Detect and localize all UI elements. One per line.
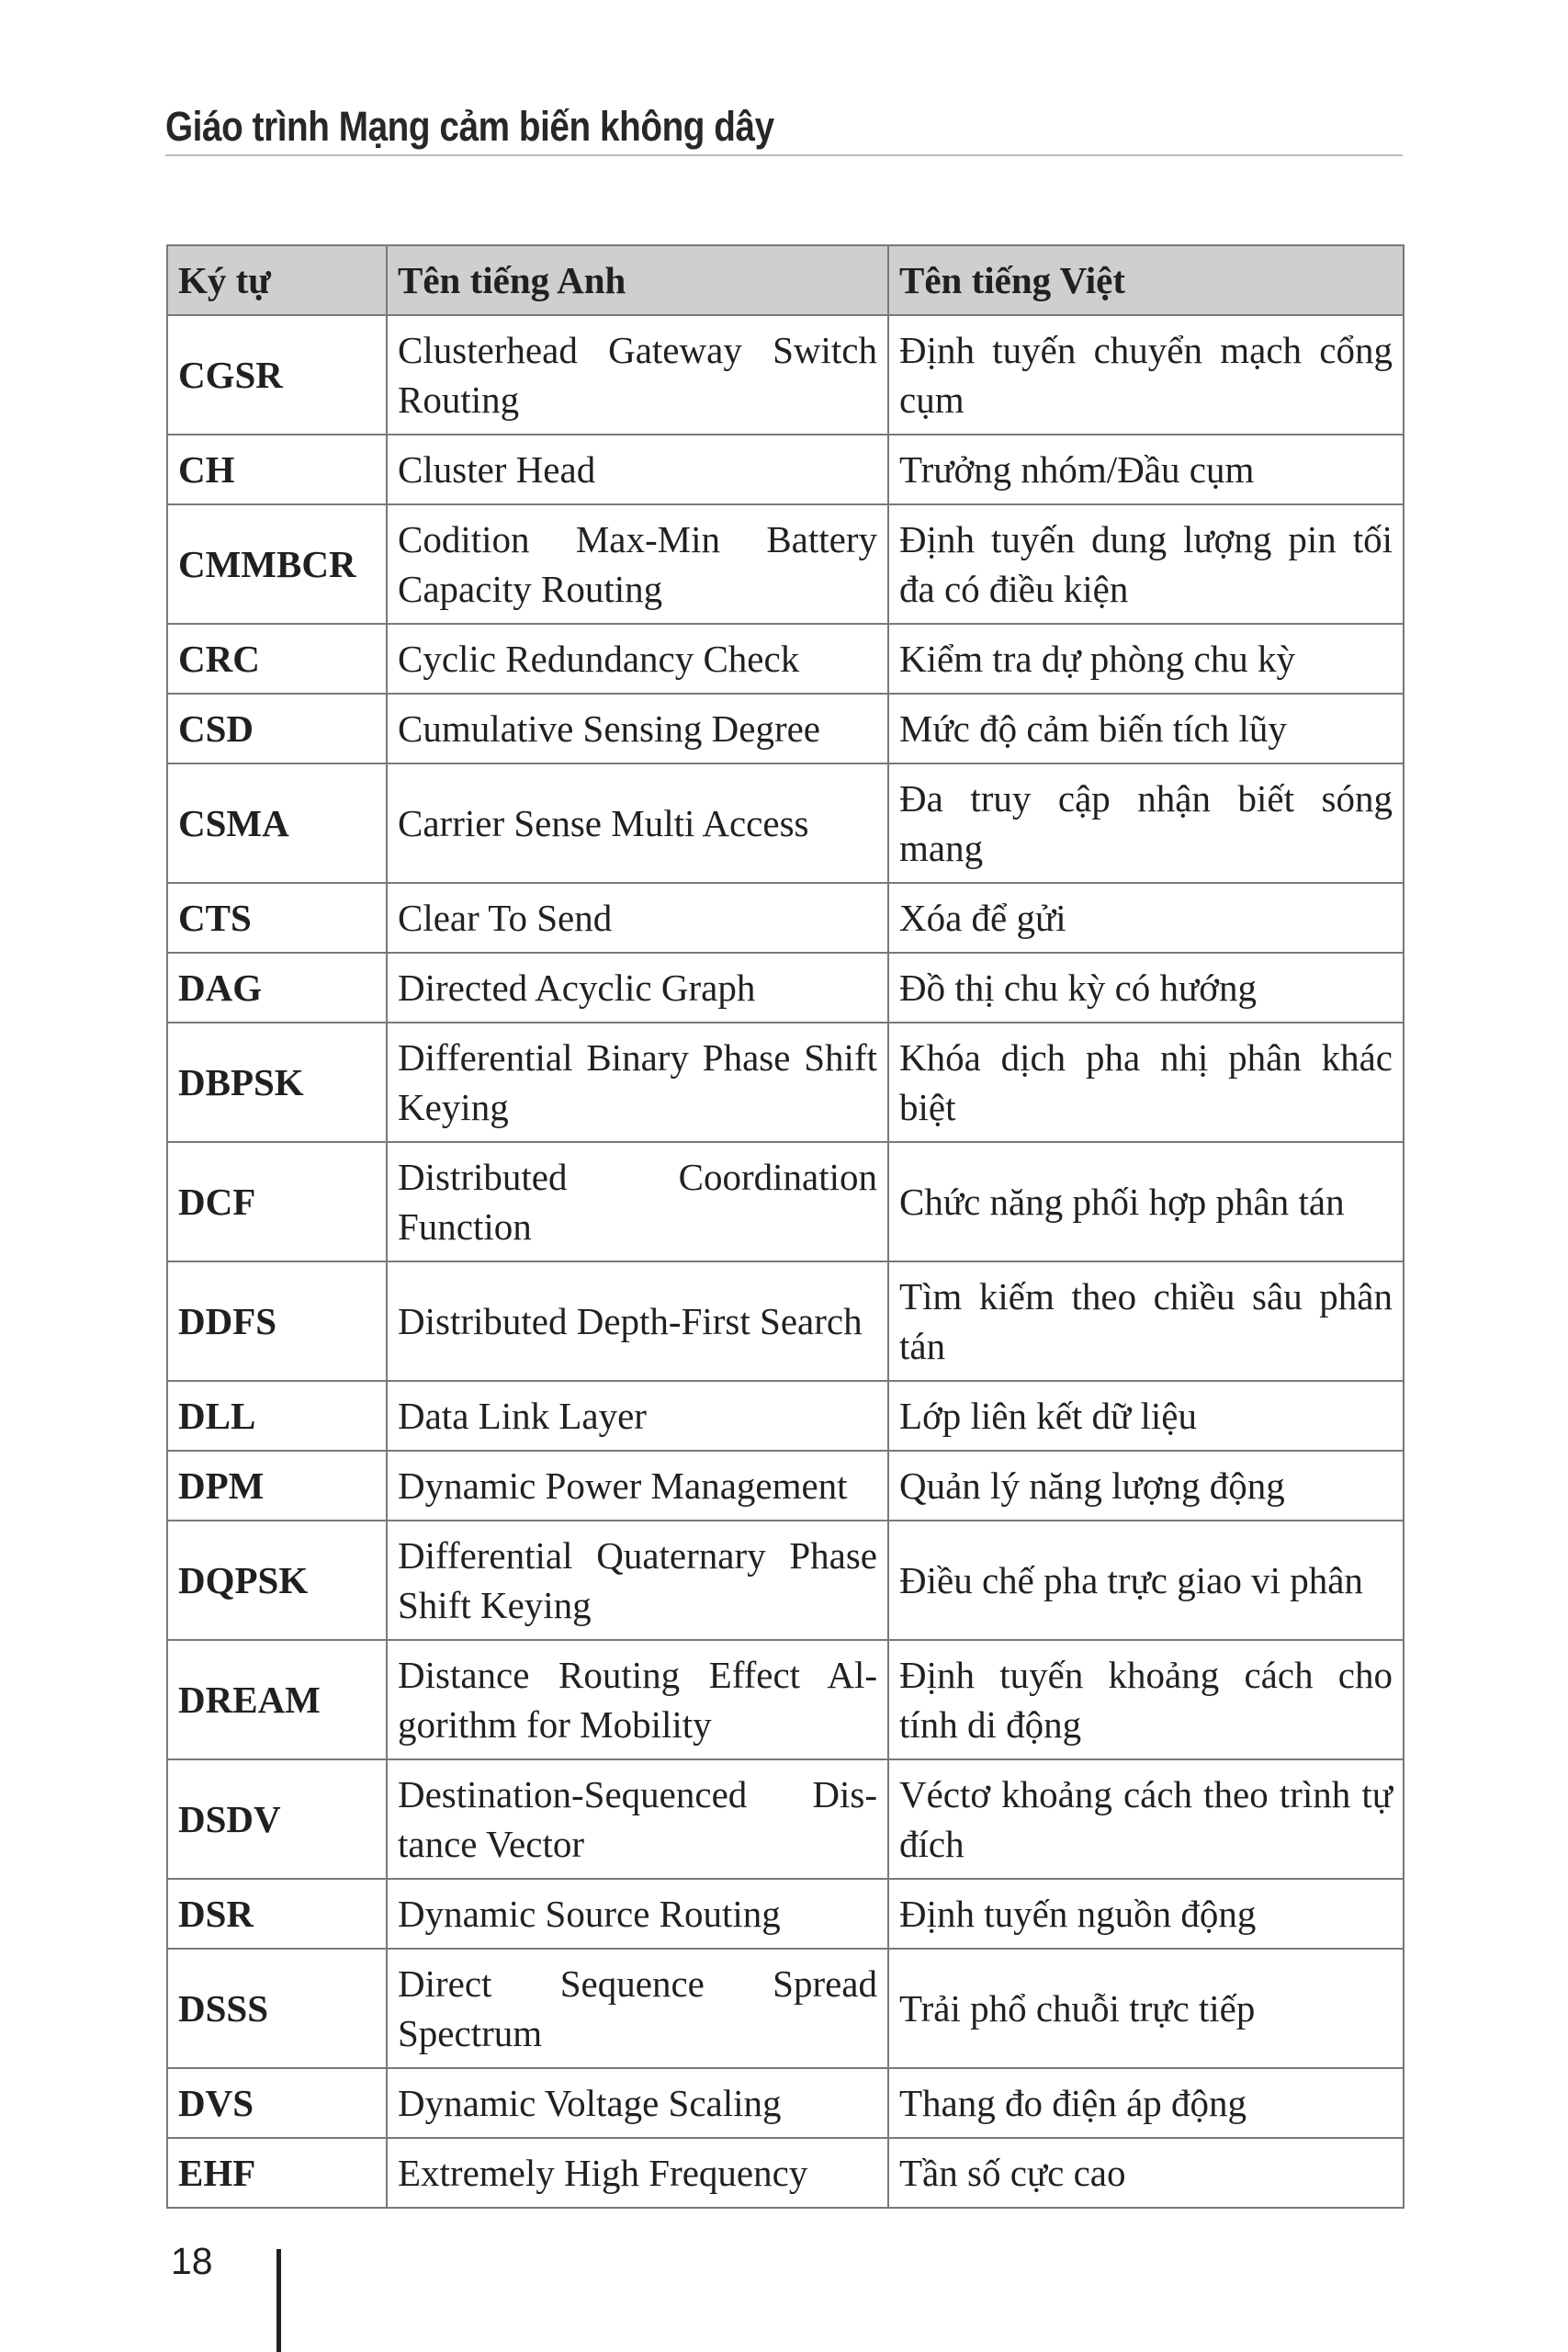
abbreviation-cell: CGSR xyxy=(167,315,387,435)
table-row xyxy=(167,315,1404,435)
running-header: Giáo trình Mạng cảm biến không dây xyxy=(165,103,774,150)
abbreviation-cell: DCF xyxy=(167,1142,387,1261)
vietnamese-name-cell: Kiểm tra dự phòng chu kỳ xyxy=(888,624,1404,694)
vietnamese-name-cell: Thang đo điện áp động xyxy=(888,2068,1404,2138)
table-row xyxy=(167,763,1404,883)
vietnamese-name-cell: Đồ thị chu kỳ có hướng xyxy=(888,953,1404,1023)
table-row xyxy=(167,624,1404,694)
vietnamese-name-cell: Định tuyến dung lượng pin tối đa có điều kiện xyxy=(888,504,1404,624)
footer-divider xyxy=(276,2249,281,2352)
english-name-cell: Differential Quaternary Phase Shift Keying xyxy=(387,1521,888,1640)
vietnamese-name-cell: Đa truy cập nhận biết sóng mang xyxy=(888,763,1404,883)
abbreviation-cell: CSD xyxy=(167,694,387,763)
english-name-cell: Extremely High Frequency xyxy=(387,2138,888,2208)
header-symbol: Ký tự xyxy=(167,245,387,315)
vietnamese-name-cell: Tần số cực cao xyxy=(888,2138,1404,2208)
page-number: 18 xyxy=(171,2240,213,2282)
table-row xyxy=(167,883,1404,953)
table-row xyxy=(167,1451,1404,1521)
abbreviation-cell: DDFS xyxy=(167,1261,387,1381)
vietnamese-name-cell: Trải phổ chuỗi trực tiếp xyxy=(888,1949,1404,2068)
vietnamese-name-cell: Mức độ cảm biến tích lũy xyxy=(888,694,1404,763)
table-row xyxy=(167,1759,1404,1879)
english-name-cell: Clear To Send xyxy=(387,883,888,953)
header-rule xyxy=(165,154,1403,156)
vietnamese-name-cell: Trưởng nhóm/Đầu cụm xyxy=(888,435,1404,504)
abbreviation-cell: DVS xyxy=(167,2068,387,2138)
table-row xyxy=(167,2068,1404,2138)
table-body xyxy=(167,315,1404,2208)
english-name-cell: Dynamic Voltage Scaling xyxy=(387,2068,888,2138)
table-row xyxy=(167,1381,1404,1451)
abbreviation-cell: CH xyxy=(167,435,387,504)
abbreviation-cell: DSSS xyxy=(167,1949,387,2068)
abbreviation-cell: DLL xyxy=(167,1381,387,1451)
table-row xyxy=(167,1640,1404,1759)
abbreviation-cell: DSR xyxy=(167,1879,387,1949)
vietnamese-name-cell: Định tuyến khoảng cách cho tính di động xyxy=(888,1640,1404,1759)
english-name-cell: Destination-Sequenced Dis-tance Vector xyxy=(387,1759,888,1879)
table-row xyxy=(167,435,1404,504)
vietnamese-name-cell: Tìm kiếm theo chiều sâu phân tán xyxy=(888,1261,1404,1381)
vietnamese-name-cell: Chức năng phối hợp phân tán xyxy=(888,1142,1404,1261)
abbreviation-cell: DQPSK xyxy=(167,1521,387,1640)
abbreviation-cell: DPM xyxy=(167,1451,387,1521)
english-name-cell: Codition Max-Min Battery Capacity Routing xyxy=(387,504,888,624)
abbreviation-cell: CMMBCR xyxy=(167,504,387,624)
table-header xyxy=(167,245,1404,315)
table-row xyxy=(167,2138,1404,2208)
vietnamese-name-cell: Lớp liên kết dữ liệu xyxy=(888,1381,1404,1451)
english-name-cell: Dynamic Power Management xyxy=(387,1451,888,1521)
english-name-cell: Differential Binary Phase Shift Keying xyxy=(387,1023,888,1142)
header-vietnamese-name: Tên tiếng Việt xyxy=(888,245,1404,315)
english-name-cell: Data Link Layer xyxy=(387,1381,888,1451)
vietnamese-name-cell: Xóa để gửi xyxy=(888,883,1404,953)
abbreviation-cell: CTS xyxy=(167,883,387,953)
english-name-cell: Carrier Sense Multi Access xyxy=(387,763,888,883)
abbreviation-cell: DBPSK xyxy=(167,1023,387,1142)
table-row xyxy=(167,1521,1404,1640)
abbreviation-cell: CRC xyxy=(167,624,387,694)
vietnamese-name-cell: Khóa dịch pha nhị phân khác biệt xyxy=(888,1023,1404,1142)
table-row xyxy=(167,1261,1404,1381)
abbreviation-table xyxy=(166,244,1404,2209)
english-name-cell: Distributed Coordination Function xyxy=(387,1142,888,1261)
vietnamese-name-cell: Định tuyến chuyển mạch cổng cụm xyxy=(888,315,1404,435)
english-name-cell: Distance Routing Effect Al-gorithm for Mobility xyxy=(387,1640,888,1759)
vietnamese-name-cell: Định tuyến nguồn động xyxy=(888,1879,1404,1949)
english-name-cell: Cumulative Sensing Degree xyxy=(387,694,888,763)
abbreviation-cell: EHF xyxy=(167,2138,387,2208)
abbreviation-cell: DAG xyxy=(167,953,387,1023)
english-name-cell: Cluster Head xyxy=(387,435,888,504)
english-name-cell: Distributed Depth-First Search xyxy=(387,1261,888,1381)
abbreviation-cell: CSMA xyxy=(167,763,387,883)
table-row xyxy=(167,953,1404,1023)
abbreviation-cell: DSDV xyxy=(167,1759,387,1879)
table-row xyxy=(167,1949,1404,2068)
vietnamese-name-cell: Véctơ khoảng cách theo trình tự đích xyxy=(888,1759,1404,1879)
english-name-cell: Dynamic Source Routing xyxy=(387,1879,888,1949)
vietnamese-name-cell: Điều chế pha trực giao vi phân xyxy=(888,1521,1404,1640)
table-row xyxy=(167,504,1404,624)
header-english-name: Tên tiếng Anh xyxy=(387,245,888,315)
table-row xyxy=(167,1142,1404,1261)
table-row xyxy=(167,1023,1404,1142)
abbreviation-cell: DREAM xyxy=(167,1640,387,1759)
english-name-cell: Directed Acyclic Graph xyxy=(387,953,888,1023)
table-row xyxy=(167,694,1404,763)
header-row xyxy=(167,245,1404,315)
vietnamese-name-cell: Quản lý năng lượng động xyxy=(888,1451,1404,1521)
english-name-cell: Direct Sequence Spread Spectrum xyxy=(387,1949,888,2068)
english-name-cell: Cyclic Redundancy Check xyxy=(387,624,888,694)
english-name-cell: Clusterhead Gateway Switch Routing xyxy=(387,315,888,435)
table-row xyxy=(167,1879,1404,1949)
